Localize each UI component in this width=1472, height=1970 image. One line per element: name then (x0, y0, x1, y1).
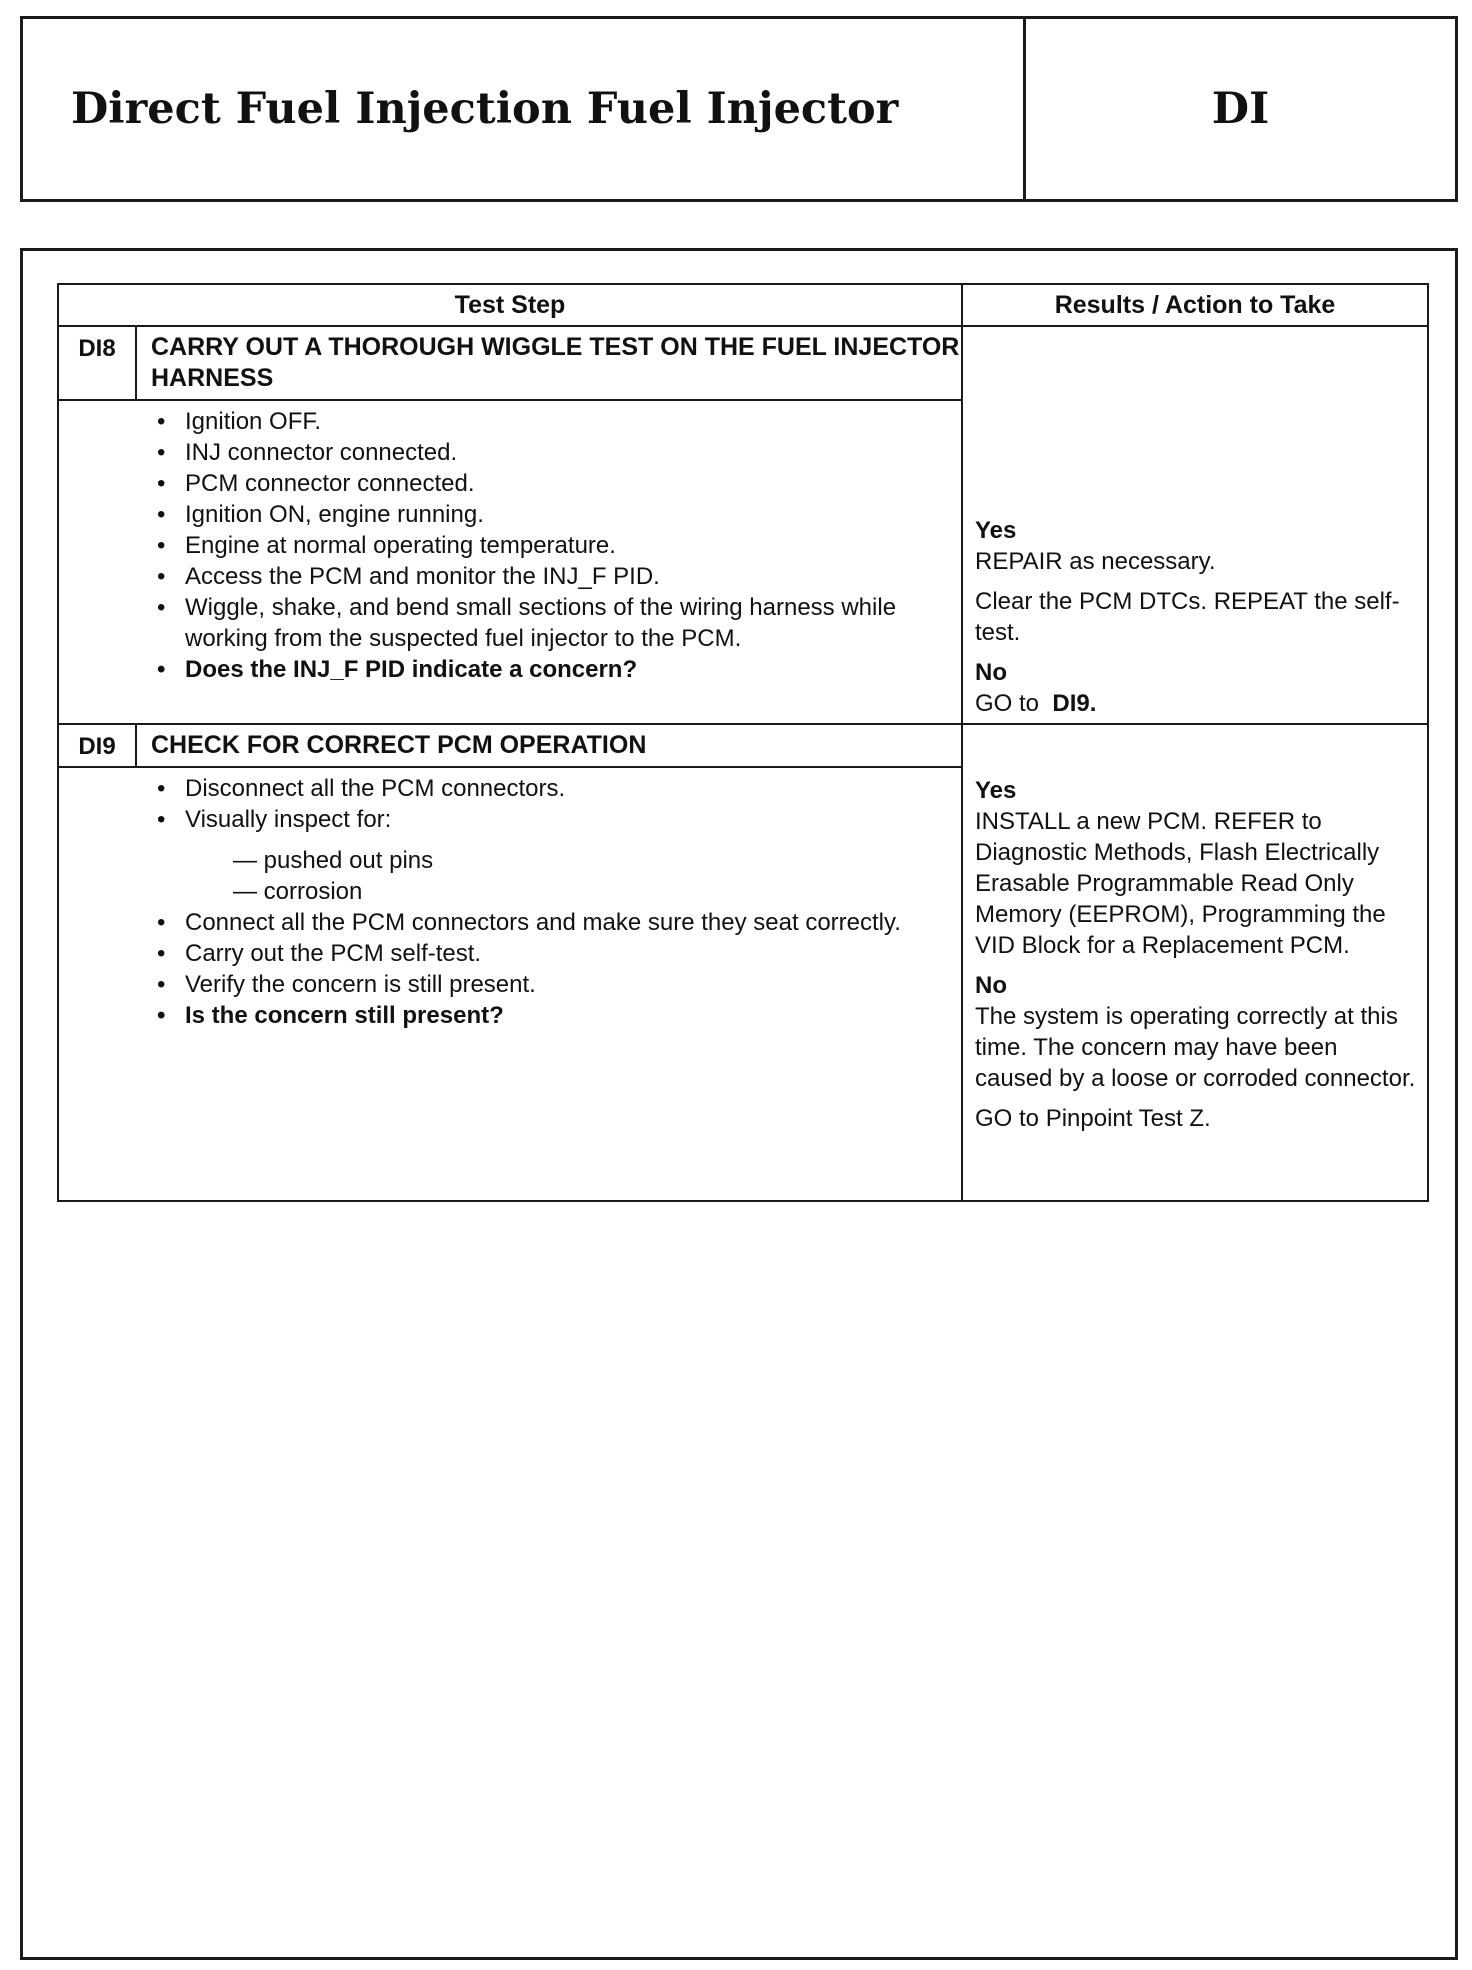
list-item: • Carry out the PCM self-test. (157, 940, 482, 967)
no-text: GO to Pinpoint Test Z. (975, 1105, 1211, 1132)
list-item: • Wiggle, shake, and bend small sections of the wiring harness while working from the suspected fuel injector to the PCM. (157, 594, 897, 652)
no-label: No (975, 659, 1007, 686)
step-title: CHECK FOR CORRECT PCM OPERATION (151, 731, 647, 759)
list-item-question: • Does the INJ_F PID indicate a concern? (157, 656, 638, 683)
section-code: DI (1211, 84, 1270, 134)
step-list (137, 768, 961, 1037)
test-step-header: Test Step (59, 285, 963, 325)
yes-text: Clear the PCM DTCs. REPEAT the self-test. (975, 588, 1400, 646)
page-title: Direct Fuel Injection Fuel Injector (23, 19, 1026, 199)
list-item: • Access the PCM and monitor the INJ_F PID. (157, 563, 660, 590)
results-di9 (963, 725, 1427, 1200)
step-id: DI9 (59, 725, 137, 766)
list-item: • Disconnect all the PCM connectors. (157, 775, 566, 802)
yes-label: Yes (975, 777, 1017, 804)
page-header (20, 16, 1458, 202)
yes-text: INSTALL a new PCM. REFER to Diagnostic Methods, Flash Electrically Erasable Programmable Read Only Memory (EEPROM), Programming the VID Block for a Replacement PCM. (975, 808, 1386, 959)
sub-item: — corrosion (233, 878, 363, 905)
results-header: Results / Action to Take (1054, 290, 1336, 319)
step-list (137, 401, 961, 691)
sub-item: — pushed out pins (233, 847, 434, 874)
step-id: DI8 (59, 327, 137, 399)
step-header (59, 327, 961, 401)
list-item: • Engine at normal operating temperature. (157, 532, 616, 559)
list-item: • Connect all the PCM connectors and make sure they seat correctly. (157, 909, 901, 936)
diagnostic-table (57, 283, 1429, 1202)
step-title: CARRY OUT A THOROUGH WIGGLE TEST ON THE FUEL INJECTOR HARNESS (151, 333, 960, 392)
yes-text: REPAIR as necessary. (975, 548, 1216, 575)
table-header-row (59, 285, 1427, 325)
list-item: • Ignition ON, engine running. (157, 501, 484, 528)
list-item: • Visually inspect for: — pushed out pins — corrosion (137, 804, 961, 907)
list-item: • PCM connector connected. (157, 470, 475, 497)
no-label: No (975, 972, 1007, 999)
step-header (59, 725, 961, 768)
step-body (59, 401, 961, 691)
step-di8 (59, 327, 963, 723)
yes-label: Yes (975, 517, 1017, 544)
sub-list (185, 845, 941, 907)
list-item: • INJ connector connected. (157, 439, 458, 466)
list-item-question: • Is the concern still present? (157, 1002, 504, 1029)
step-di9 (59, 725, 963, 1200)
no-text: GO to DI9. (975, 690, 1097, 717)
table-row (59, 723, 1427, 1200)
table-row (59, 325, 1427, 723)
step-body (59, 768, 961, 1037)
no-text: The system is operating correctly at this time. The concern may have been caused by a loose or corroded connector. (975, 1003, 1416, 1092)
results-di8 (963, 327, 1427, 723)
list-item: • Ignition OFF. (157, 408, 322, 435)
list-item: • Verify the concern is still present. (157, 971, 536, 998)
content-frame (20, 248, 1458, 1960)
step-reference: DI9. (1052, 690, 1097, 717)
